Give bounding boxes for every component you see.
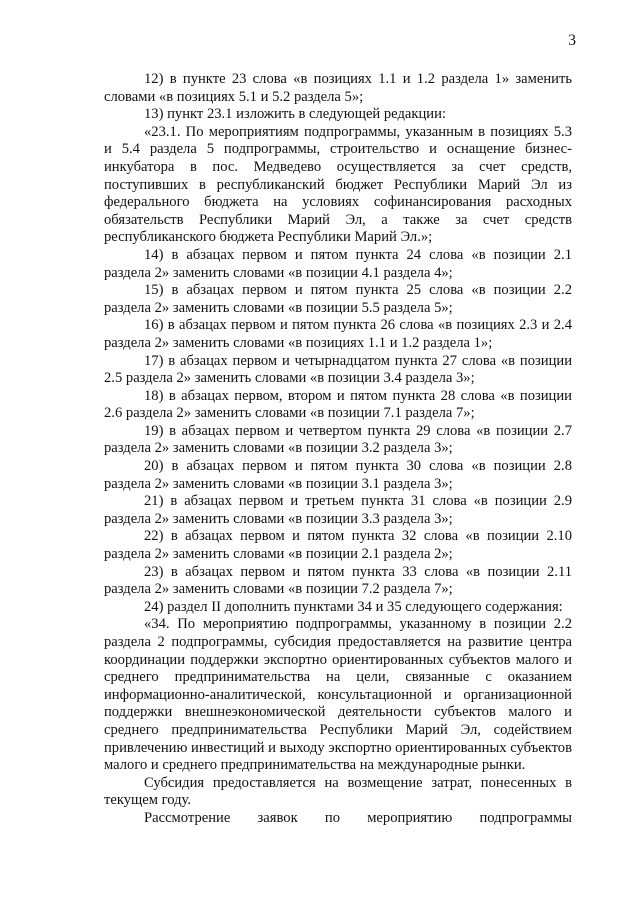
document-body xyxy=(104,71,572,828)
paragraph-review: Рассмотрение заявок по мероприятию подпрограммы xyxy=(144,809,572,826)
paragraph-16: 16) в абзацах первом и пятом пункта 26 слова «в позициях 2.3 и 2.4 раздела 2» заменить словами «в позициях 1.1 и 1.2 раздела 1»; xyxy=(104,317,572,351)
page-number: 3 xyxy=(568,32,576,49)
paragraph-21: 21) в абзацах первом и третьем пункта 31 слова «в позиции 2.9 раздела 2» заменить словами «в позиции 3.3 раздела 3»; xyxy=(104,493,572,527)
paragraph-24: 24) раздел II дополнить пунктами 34 и 35 следующего содержания: xyxy=(144,598,563,615)
paragraph-subsidy: Субсидия предоставляется на возмещение затрат, понесенных в текущем году. xyxy=(104,774,572,809)
paragraph-17: 17) в абзацах первом и четырнадцатом пункта 27 слова «в позиции 2.5 раздела 2» заменить словами «в позиции 3.4 раздела 3»; xyxy=(104,352,572,387)
paragraph-34: «34. По мероприятию подпрограммы, указанному в позиции 2.2 раздела 2 подпрограммы, субсидия предоставляется на развитие центра координации поддержки экспортно ориентированных субъектов малого и среднего предпринимательства на цели, связанные с оказанием информационно-аналитической, консультационной и организационной поддержки внешнеэкономической деятельности субъектов малого и среднего предпринимательства Республики Марий Эл, содействием привлечению инвестиций и выходу экспортно ориентированных субъектов малого и среднего предпринимательства на международные рынки. xyxy=(104,616,572,774)
paragraph-13: 13) пункт 23.1 изложить в следующей редакции: xyxy=(144,106,446,123)
paragraph-19: 19) в абзацах первом и четвертом пункта 29 слова «в позиции 2.7 раздела 2» заменить словами «в позиции 3.2 раздела 3»; xyxy=(104,422,572,457)
paragraph-12: 12) в пункте 23 слова «в позициях 1.1 и 1.2 раздела 1» заменить словами «в позициях 5.1 и 5.2 раздела 5»; xyxy=(104,71,572,105)
paragraph-20: 20) в абзацах первом и пятом пункта 30 слова «в позиции 2.8 раздела 2» заменить словами «в позиции 3.1 раздела 3»; xyxy=(104,458,572,492)
paragraph-23: 23) в абзацах первом и пятом пункта 33 слова «в позиции 2.11 раздела 2» заменить словами «в позиции 7.2 раздела 7»; xyxy=(104,563,572,598)
paragraph-23-1: «23.1. По мероприятиям подпрограммы, указанным в позициях 5.3 и 5.4 раздела 5 подпрограммы, строительство и оснащение бизнес-инкубатора в пос. Медведево осуществляется за счет средств, поступивших в республиканский бюджет Республики Марий Эл из федерального бюджета на условиях софинансирования расходных обязательств Республики Марий Эл, а также за счет средств республиканского бюджета Республики Марий Эл.»; xyxy=(104,123,572,246)
paragraph-14: 14) в абзацах первом и пятом пункта 24 слова «в позиции 2.1 раздела 2» заменить словами «в позиции 4.1 раздела 4»; xyxy=(104,246,572,281)
paragraph-22: 22) в абзацах первом и пятом пункта 32 слова «в позиции 2.10 раздела 2» заменить словами «в позиции 2.1 раздела 2»; xyxy=(104,528,572,563)
paragraph-18: 18) в абзацах первом, втором и пятом пункта 28 слова «в позиции 2.6 раздела 2» заменить словами «в позиции 7.1 раздела 7»; xyxy=(104,387,572,422)
paragraph-15: 15) в абзацах первом и пятом пункта 25 слова «в позиции 2.2 раздела 2» заменить словами «в позиции 5.5 раздела 5»; xyxy=(104,282,572,316)
